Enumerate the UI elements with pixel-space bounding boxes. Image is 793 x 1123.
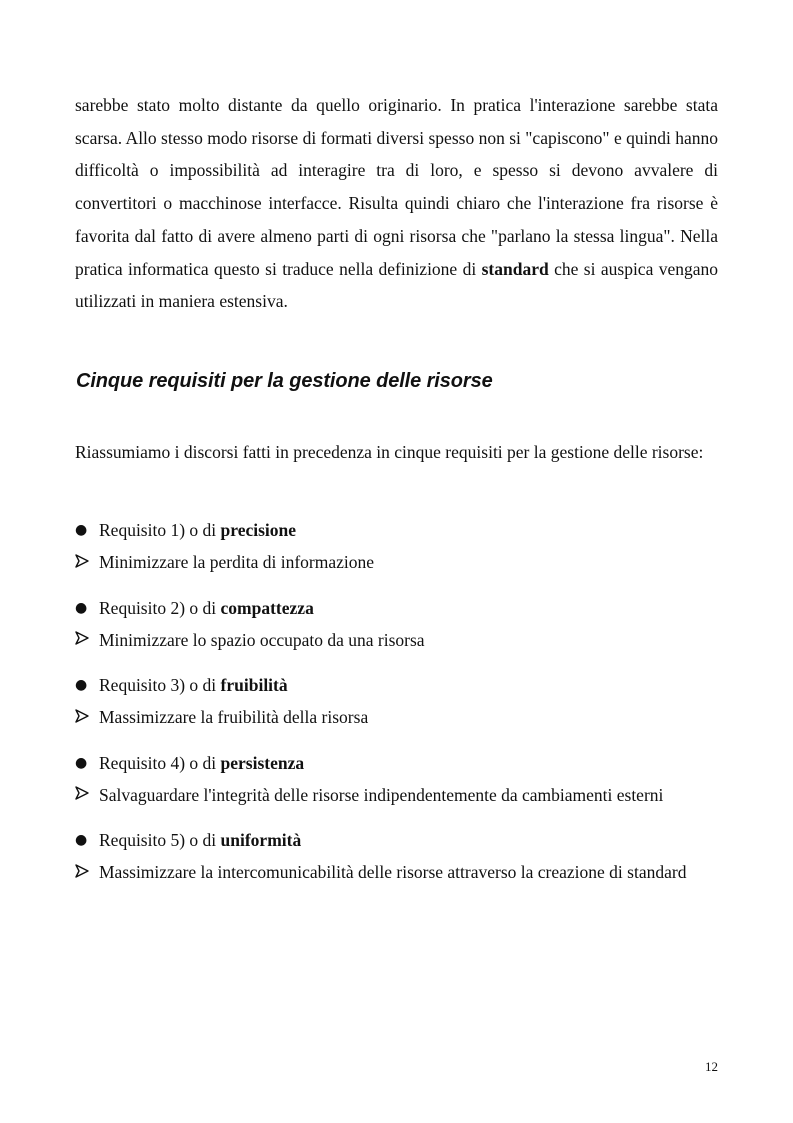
requirement-name: precisione xyxy=(220,520,297,540)
requirement-header xyxy=(75,669,718,701)
requirement-title xyxy=(99,514,718,546)
bullet-icon: ● xyxy=(75,832,88,848)
requirement-title xyxy=(99,592,718,624)
requirement-title xyxy=(99,747,718,779)
requirement-detail xyxy=(75,624,718,656)
requirement-description: Salvaguardare l'integrità delle risorse indipendentemente da cambiamenti esterni xyxy=(99,784,664,805)
intro-text-before: sarebbe stato molto distante da quello originario. In pratica l'interazione sarebbe stata scarsa. Allo stesso modo risorse di formati diversi spesso non si "capiscono" e quindi hanno difficoltà o impossibilità ad interagire tra di loro, e spesso si devono avvalere di convertitori o macchinose interfacce. Risulta quindi chiaro che l'interazione fra risorse è favorita dal fatto di avere almeno parti di ogni risorsa che "parlano la stessa lingua". Nella pratica informatica questo si traduce nella definizione di xyxy=(75,95,718,279)
bullet-icon: ● xyxy=(75,522,88,538)
requirement-description: Minimizzare lo spazio occupato da una risorsa xyxy=(99,629,425,650)
requirement-label: Requisito 5) o di xyxy=(99,830,217,850)
bullet-icon: ● xyxy=(75,599,88,616)
requirement-item-1 xyxy=(75,514,718,578)
arrow-right-icon xyxy=(75,546,99,578)
requirement-title xyxy=(99,824,718,856)
requirement-name: fruibilità xyxy=(220,675,288,695)
requirement-label: Requisito 4) o di xyxy=(99,752,217,773)
requirement-description: Massimizzare la intercomunicabilità delle risorse attraverso la creazione di standard xyxy=(99,862,687,882)
requirement-item-5 xyxy=(75,824,718,888)
arrow-right-icon xyxy=(75,701,99,733)
requirement-item-2 xyxy=(75,592,718,656)
arrow-right-icon xyxy=(75,624,99,656)
requirement-description: Massimizzare la fruibilità della risorsa xyxy=(99,707,369,727)
requirement-header xyxy=(75,514,718,546)
requirements-list xyxy=(75,514,718,902)
bullet-icon: ● xyxy=(75,677,88,693)
requirement-name: persistenza xyxy=(220,752,305,773)
requirement-detail xyxy=(75,779,718,811)
requirement-detail xyxy=(75,546,718,578)
requirement-name: compattezza xyxy=(220,597,314,618)
requirement-detail xyxy=(75,856,718,888)
section-summary: Riassumiamo i discorsi fatti in precedenza in cinque requisiti per la gestione delle risorse: xyxy=(75,442,704,462)
requirement-label: Requisito 2) o di xyxy=(99,597,217,618)
arrow-right-icon xyxy=(75,856,99,888)
requirement-name: uniformità xyxy=(220,830,302,850)
requirement-label: Requisito 1) o di xyxy=(99,520,217,540)
page-number: 12 xyxy=(705,1059,718,1074)
intro-emphasis-standard: standard xyxy=(481,258,549,279)
requirement-item-4 xyxy=(75,747,718,811)
section-title: Cinque requisiti per la gestione delle risorse xyxy=(76,370,493,392)
intro-text-after: che si auspica vengano utilizzati in maniera estensiva. xyxy=(75,258,719,312)
requirement-title xyxy=(99,669,718,701)
requirement-header xyxy=(75,592,718,624)
requirement-item-3 xyxy=(75,669,718,733)
requirement-description: Minimizzare la perdita di informazione xyxy=(99,552,375,572)
bullet-icon: ● xyxy=(75,754,88,771)
requirement-detail xyxy=(75,701,718,733)
requirement-label: Requisito 3) o di xyxy=(99,675,217,695)
requirement-header xyxy=(75,747,718,779)
arrow-right-icon xyxy=(75,779,99,811)
requirement-header xyxy=(75,824,718,856)
intro-paragraph xyxy=(75,89,718,318)
